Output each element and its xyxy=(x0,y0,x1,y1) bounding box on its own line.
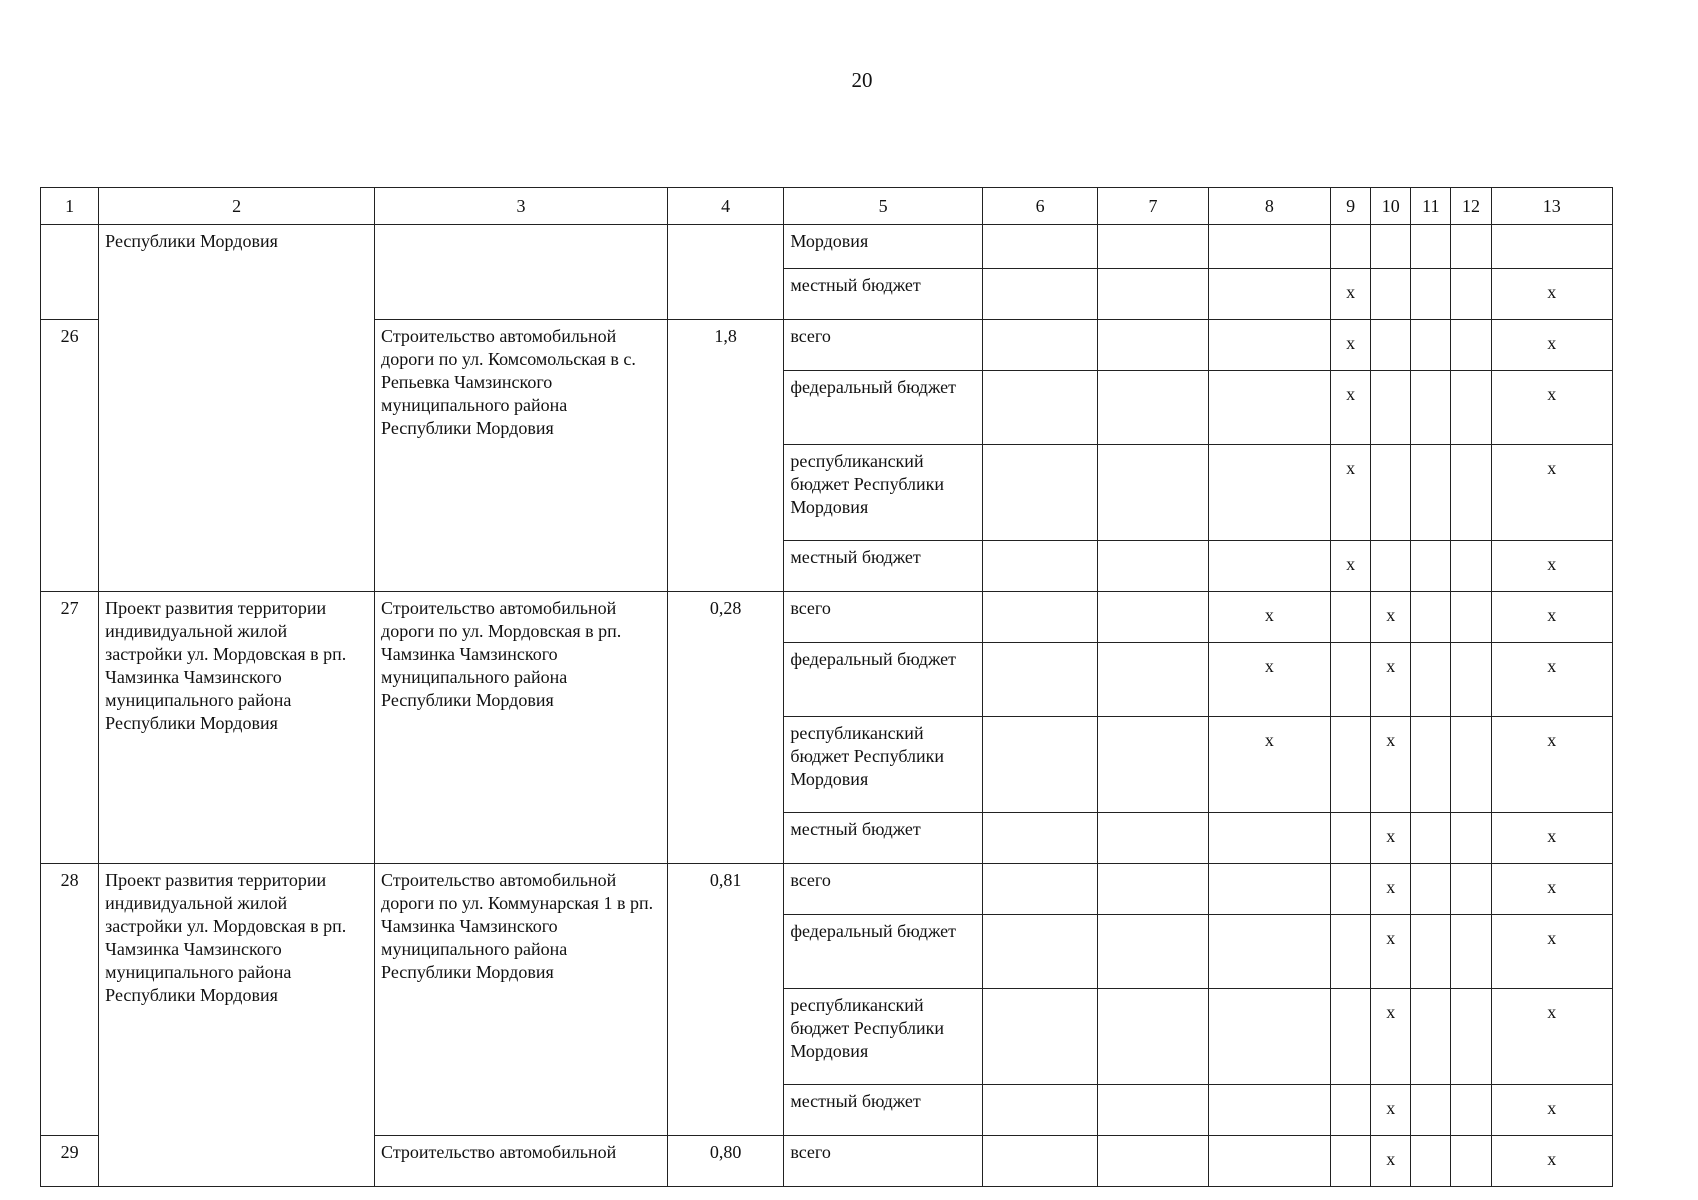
funding-source: местный бюджет xyxy=(784,813,983,864)
mark-cell: х xyxy=(1331,445,1371,541)
mark-cell: х xyxy=(1491,864,1612,915)
funding-source: федеральный бюджет xyxy=(784,915,983,989)
column-number: 13 xyxy=(1491,188,1612,225)
mark-cell: х xyxy=(1331,269,1371,320)
object-name: Строительство автомобильной дороги по ул. Мордовская в рп. Чамзинка Чамзинского муниципального района Республики Мордовия xyxy=(375,592,668,864)
object-cell xyxy=(375,225,668,320)
mark-cell: х xyxy=(1331,541,1371,592)
project-cell: Республики Мордовия xyxy=(99,225,375,592)
funding-source: федеральный бюджет xyxy=(784,643,983,717)
object-name: Строительство автомобильной xyxy=(375,1136,668,1187)
mark-cell: х xyxy=(1371,1085,1411,1136)
column-number: 1 xyxy=(41,188,99,225)
project-name: Проект развития территории индивидуальной жилой застройки ул. Мордовская в рп. Чамзинка Чамзинского муниципального района Республики Мордовия xyxy=(99,592,375,864)
mark-cell: х xyxy=(1491,269,1612,320)
mark-cell: х xyxy=(1371,643,1411,717)
column-number: 6 xyxy=(982,188,1097,225)
mark-cell: х xyxy=(1371,1136,1411,1187)
funding-source: всего xyxy=(784,864,983,915)
mark-cell: х xyxy=(1371,989,1411,1085)
funding-source: республиканский бюджет Республики Мордовия xyxy=(784,989,983,1085)
column-header-row xyxy=(41,188,1613,225)
table-row xyxy=(41,864,1613,915)
mark-cell: х xyxy=(1491,320,1612,371)
mark-cell: х xyxy=(1371,915,1411,989)
column-number: 11 xyxy=(1411,188,1451,225)
funding-source: всего xyxy=(784,320,983,371)
length-cell xyxy=(667,225,783,320)
row-number: 28 xyxy=(41,864,99,1136)
road-length: 1,8 xyxy=(667,320,783,592)
funding-source: федеральный бюджет xyxy=(784,371,983,445)
mark-cell: х xyxy=(1491,1136,1612,1187)
mark-cell: х xyxy=(1331,371,1371,445)
mark-cell: х xyxy=(1371,813,1411,864)
mark-cell: х xyxy=(1491,643,1612,717)
funding-source: всего xyxy=(784,592,983,643)
mark-cell: х xyxy=(1208,643,1330,717)
mark-cell: х xyxy=(1371,592,1411,643)
object-name: Строительство автомобильной дороги по ул. Коммунарская 1 в рп. Чамзинка Чамзинского муниципального района Республики Мордовия xyxy=(375,864,668,1136)
funding-source: всего xyxy=(784,1136,983,1187)
column-number: 5 xyxy=(784,188,983,225)
column-number: 12 xyxy=(1451,188,1491,225)
mark-cell: х xyxy=(1208,717,1330,813)
mark-cell: х xyxy=(1491,371,1612,445)
column-number: 10 xyxy=(1371,188,1411,225)
column-number: 4 xyxy=(667,188,783,225)
mark-cell: х xyxy=(1491,445,1612,541)
funding-source: республиканский бюджет Республики Мордовия xyxy=(784,445,983,541)
mark-cell: х xyxy=(1491,541,1612,592)
mark-cell: х xyxy=(1371,864,1411,915)
column-number: 3 xyxy=(375,188,668,225)
table-row xyxy=(41,592,1613,643)
funding-source: местный бюджет xyxy=(784,541,983,592)
row-number: 29 xyxy=(41,1136,99,1187)
row-number-cell xyxy=(41,225,99,320)
funding-source: местный бюджет xyxy=(784,1085,983,1136)
row-number: 27 xyxy=(41,592,99,864)
row-number: 26 xyxy=(41,320,99,592)
mark-cell: х xyxy=(1371,717,1411,813)
column-number: 8 xyxy=(1208,188,1330,225)
mark-cell: х xyxy=(1208,592,1330,643)
mark-cell: х xyxy=(1491,717,1612,813)
mark-cell: х xyxy=(1491,989,1612,1085)
mark-cell: х xyxy=(1491,915,1612,989)
project-name: Проект развития территории индивидуальной жилой застройки ул. Мордовская в рп. Чамзинка Чамзинского муниципального района Республики Мордовия xyxy=(99,864,375,1187)
road-length: 0,80 xyxy=(667,1136,783,1187)
table-row xyxy=(41,225,1613,269)
object-name: Строительство автомобильной дороги по ул. Комсомольская в с. Репьевка Чамзинского муниципального района Республики Мордовия xyxy=(375,320,668,592)
road-length: 0,28 xyxy=(667,592,783,864)
funding-source: республиканский бюджет Республики Мордовия xyxy=(784,717,983,813)
page-number: 20 xyxy=(851,68,873,92)
column-number: 9 xyxy=(1331,188,1371,225)
mark-cell: х xyxy=(1491,813,1612,864)
funding-source: местный бюджет xyxy=(784,269,983,320)
funding-source: Мордовия xyxy=(784,225,983,269)
mark-cell: х xyxy=(1331,320,1371,371)
funding-table xyxy=(40,187,1613,1187)
mark-cell: х xyxy=(1491,1085,1612,1136)
column-number: 2 xyxy=(99,188,375,225)
mark-cell: х xyxy=(1491,592,1612,643)
column-number: 7 xyxy=(1098,188,1208,225)
road-length: 0,81 xyxy=(667,864,783,1136)
